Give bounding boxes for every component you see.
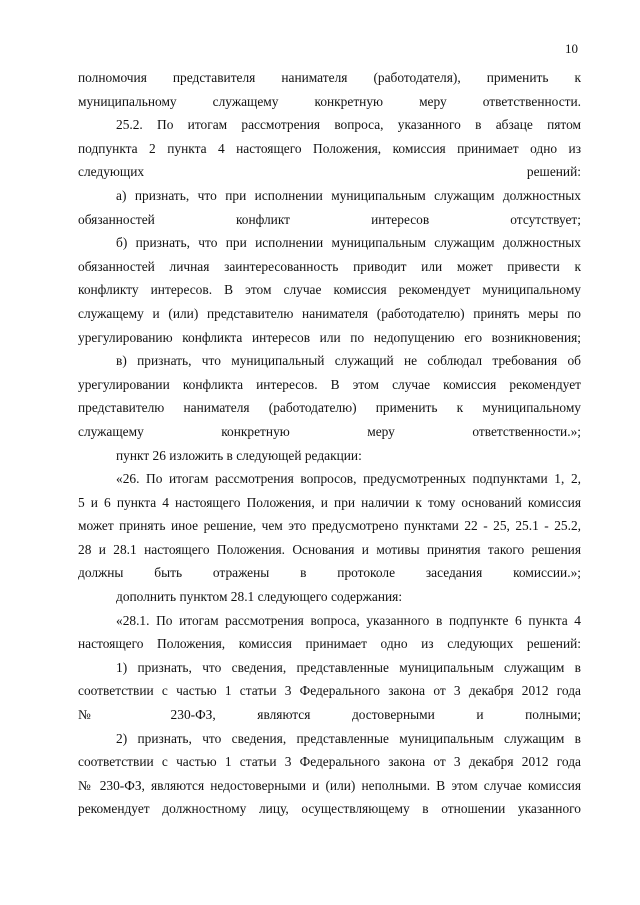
text-line: служащему и (или) представителю нанимателя (работодателю) принять меры по (78, 305, 581, 321)
text-line: № 230-ФЗ, являются недостоверными и (или) неполными. В этом случае комиссия (78, 777, 581, 793)
paragraph-amend-26 (78, 444, 581, 468)
paragraph-add-28-1 (78, 585, 581, 609)
text-line: дополнить пунктом 28.1 следующего содержания: (116, 589, 403, 605)
text-line: пункт 26 изложить в следующей редакции: (116, 447, 362, 463)
paragraph-28-1 (78, 609, 581, 656)
text-line: 5 и 6 пункта 4 настоящего Положения, и при наличии к тому оснований комиссия (78, 494, 581, 510)
text-line: рекомендует должностному лицу, осуществляющему в отношении указанного (78, 801, 581, 817)
paragraph-item-v (78, 349, 581, 443)
text-line: 28 и 28.1 настоящего Положения. Основания и мотивы принятия такого решения (78, 541, 581, 557)
text-line: полномочия представителя нанимателя (работодателя), применить к (78, 70, 581, 85)
text-line: 2) признать, что сведения, представленные муниципальным служащим в (116, 730, 581, 746)
text-line: № 230-ФЗ, являются достоверными и полными; (78, 707, 581, 723)
text-line: представителю нанимателя (работодателю) применить к муниципальному (78, 400, 581, 416)
text-line: обязанностей личная заинтересованность приводит или может привести к (78, 258, 581, 274)
text-line: обязанностей конфликт интересов отсутствует; (78, 211, 581, 227)
text-line: муниципальному служащему конкретную меру ответственности. (78, 93, 581, 109)
paragraph-25-2 (78, 113, 581, 184)
text-line: настоящего Положения, комиссия принимает одно из следующих решений: (78, 636, 581, 652)
text-line: б) признать, что при исполнении муниципальным служащим должностных (116, 235, 581, 251)
text-line: следующих решений: (78, 164, 581, 180)
text-line: служащему конкретную меру ответственности.»; (78, 423, 581, 439)
text-line: «26. По итогам рассмотрения вопросов, предусмотренных подпунктами 1, 2, (116, 471, 581, 487)
text-line: должны быть отражены в протоколе заседания комиссии.»; (78, 565, 581, 581)
document-body (78, 66, 581, 821)
paragraph-continuation (78, 66, 581, 113)
paragraph-item-b (78, 231, 581, 349)
text-line: соответствии с частью 1 статьи 3 Федерального закона от 3 декабря 2012 года (78, 683, 581, 699)
text-line: конфликту интересов. В этом случае комиссия рекомендует муниципальному (78, 282, 581, 298)
text-line: в) признать, что муниципальный служащий не соблюдал требования об (116, 353, 581, 369)
text-line: может принять иное решение, чем это предусмотрено пунктами 22 - 25, 25.1 - 25.2, (78, 518, 581, 534)
paragraph-item-1 (78, 656, 581, 727)
text-line: урегулировании конфликта интересов. В этом случае комиссия рекомендует (78, 376, 581, 392)
text-line: 25.2. По итогам рассмотрения вопроса, указанного в абзаце пятом (116, 117, 581, 133)
text-line: «28.1. По итогам рассмотрения вопроса, указанного в подпункте 6 пункта 4 (116, 612, 581, 628)
text-line: 1) признать, что сведения, представленные муниципальным служащим в (116, 659, 581, 675)
text-line: соответствии с частью 1 статьи 3 Федерального закона от 3 декабря 2012 года (78, 754, 581, 770)
page-number: 10 (565, 41, 578, 56)
text-line: урегулированию конфликта интересов или по недопущению его возникновения; (78, 329, 581, 345)
paragraph-item-a (78, 184, 581, 231)
text-line: а) признать, что при исполнении муниципальным служащим должностных (116, 187, 581, 203)
paragraph-item-2 (78, 727, 581, 821)
text-line: подпункта 2 пункта 4 настоящего Положения, комиссия принимает одно из (78, 140, 581, 156)
paragraph-26 (78, 467, 581, 585)
